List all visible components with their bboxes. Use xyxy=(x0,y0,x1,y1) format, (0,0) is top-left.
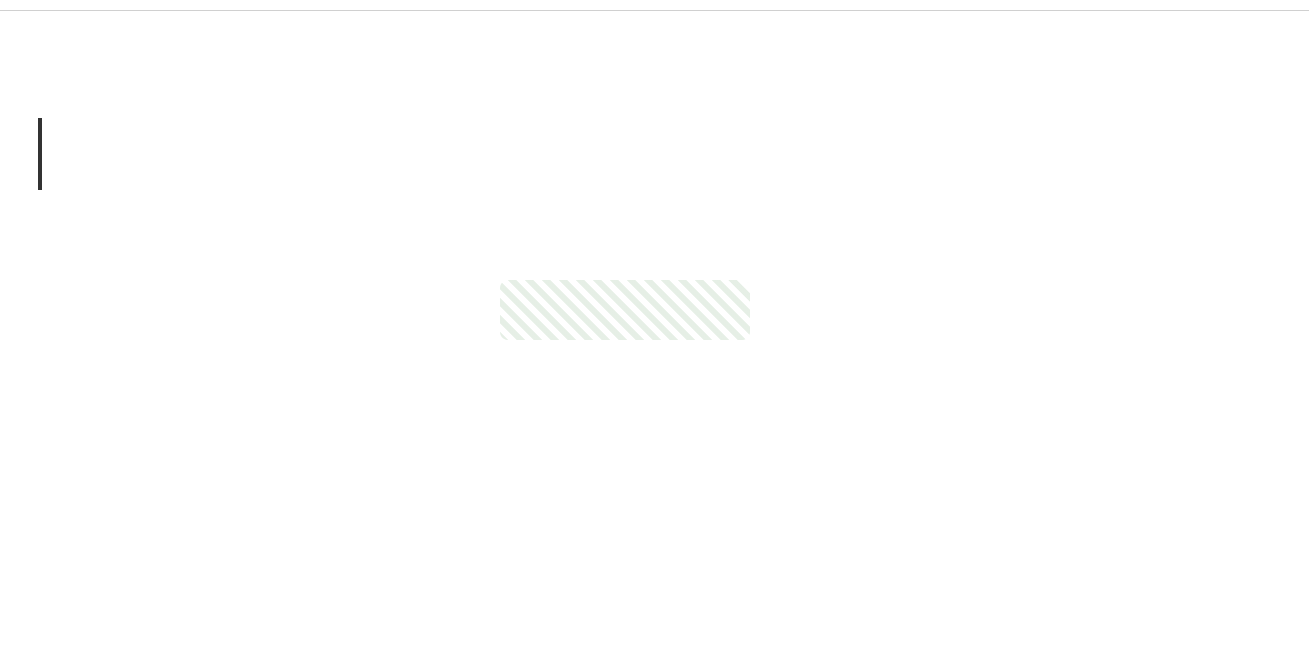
byline-block xyxy=(38,118,438,190)
author-note xyxy=(882,572,1292,632)
article-headline xyxy=(38,30,888,102)
article-column-2 xyxy=(460,105,870,630)
article-column-3 xyxy=(882,105,1292,565)
masthead-strip xyxy=(0,0,1309,11)
article-column-1 xyxy=(38,205,438,625)
